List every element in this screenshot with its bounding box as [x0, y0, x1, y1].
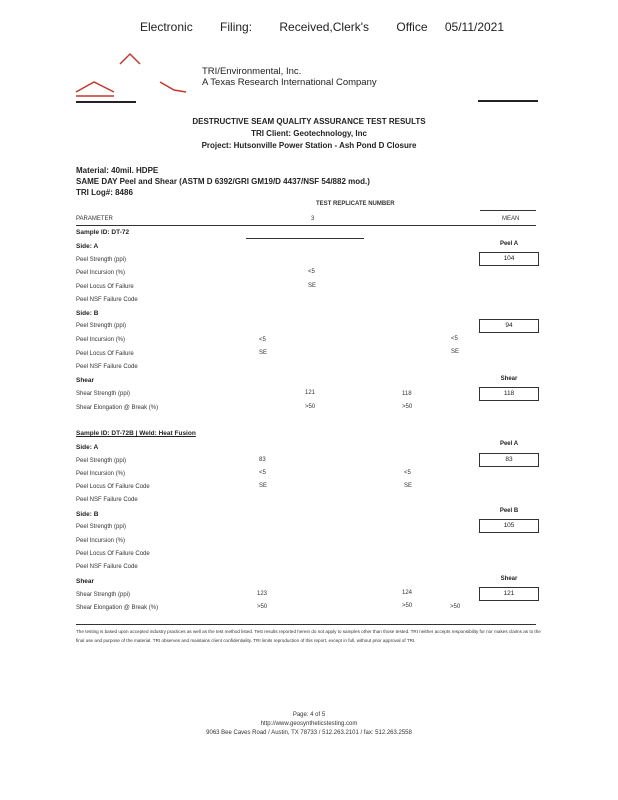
s2-shear-strength-v2: 124	[402, 590, 413, 596]
s2-peel-strength-mean: 83	[479, 453, 539, 467]
s1b-peel-incursion-label: Peel Incursion (%)	[76, 337, 126, 343]
s1-shear-strength-v2: 118	[402, 391, 412, 397]
s2-peel-nsf-label: Peel NSF Failure Code	[76, 497, 138, 503]
sample1-sideB: Side: B	[76, 310, 99, 317]
s1-peel-locus-v1: SE	[308, 283, 317, 289]
s2-peel-locus-label: Peel Locus Of Failure Code	[76, 484, 150, 490]
s2-shear-elong-v3: >50	[450, 604, 461, 610]
s1-shear-elong-v2: >50	[402, 404, 413, 410]
s1-shear-elong-label: Shear Elongation @ Break (%)	[76, 405, 159, 411]
s1-shear-strength-label: Shear Strength (ppi)	[76, 391, 131, 397]
footer-url[interactable]: http://www.geosyntheticstesting.com	[260, 721, 358, 727]
filing-stamp	[140, 20, 518, 34]
tri-logo-icon	[74, 52, 194, 107]
page-number: Page: 4 of 5	[292, 712, 326, 718]
filing-electronic: Electronic	[140, 20, 193, 34]
sample2-shear-head: Shear	[500, 576, 518, 582]
sample1-peelA-head: Peel A	[499, 241, 519, 247]
s1-peel-nsf-label: Peel NSF Failure Code	[76, 297, 138, 303]
s1b-peel-incursion-v1: <5	[259, 337, 266, 343]
s1b-peel-locus-label: Peel Locus Of Failure	[76, 351, 134, 357]
s2b-peel-incursion-label: Peel Incursion (%)	[76, 538, 126, 544]
report-client: TRI Client: Geotechnology, Inc	[251, 129, 367, 138]
mean-header: MEAN	[502, 216, 520, 222]
footer-address: 9063 Bee Caves Road / Austin, TX 78733 / 512.263.2101 / fax: 512.263.2558	[206, 730, 412, 736]
s2-peel-strength-label: Peel Strength (ppi)	[76, 458, 127, 464]
s2b-peel-locus-label: Peel Locus Of Failure Code	[76, 551, 150, 557]
sample2-sideB: Side: B	[76, 511, 99, 518]
s2-peel-strength-v1: 83	[259, 457, 266, 463]
mean-rule	[480, 210, 536, 211]
s1b-peel-locus-v1: SE	[259, 350, 268, 356]
s2-shear-strength-label: Shear Strength (ppi)	[76, 592, 131, 598]
s1b-peel-strength-label: Peel Strength (ppi)	[76, 323, 127, 329]
s1-peel-strength-mean: 104	[479, 252, 539, 266]
s1b-peel-locus-v2: SE	[451, 349, 460, 355]
s2b-peel-strength-label: Peel Strength (ppi)	[76, 524, 127, 530]
s2-peel-incursion-v1: <5	[259, 470, 266, 476]
s1b-peel-incursion-v2: <5	[451, 336, 458, 342]
sample2-shear: Shear	[76, 578, 95, 585]
replicate-header: TEST REPLICATE NUMBER	[316, 201, 395, 207]
test-method: SAME DAY Peel and Shear (ASTM D 6392/GRI GM19/D 4437/NSF 54/882 mod.)	[76, 177, 370, 186]
disclaimer: The testing is based upon accepted industry practices as well as the test method listed. Test results reported herein do not apply to samples other than those tested. TRI neither accepts responsibility for nor makes claims as to the final use and purpose of the material. TRI observes and maintains client confidentiality. TRI limits reproduction of this report, except in full, without prior approval of TRI.	[76, 629, 541, 643]
s2b-peel-nsf-label: Peel NSF Failure Code	[76, 564, 138, 570]
filing-date: 05/11/2021	[444, 20, 505, 34]
filing-label: Filing:	[220, 20, 253, 34]
s2-shear-elong-v1: >50	[257, 604, 268, 610]
s2-peel-locus-v2: SE	[404, 483, 413, 489]
header-divider	[76, 225, 536, 226]
sample2-id: Sample ID: DT-72B | Weld: Heat Fusion	[76, 430, 196, 437]
s2-shear-elong-v2: >50	[402, 603, 413, 609]
footer-divider	[76, 624, 536, 625]
s1-peel-strength-label: Peel Strength (ppi)	[76, 257, 127, 263]
filing-office: Office	[396, 20, 428, 34]
s2-peel-incursion-v2: <5	[404, 470, 411, 476]
sample1-shear-head: Shear	[500, 376, 518, 382]
company-tagline: A Texas Research International Company	[202, 77, 377, 88]
report-project: Project: Hutsonville Power Station - Ash Pond D Closure	[201, 141, 417, 150]
s1-peel-incursion-label: Peel Incursion (%)	[76, 270, 126, 276]
report-title: DESTRUCTIVE SEAM QUALITY ASSURANCE TEST RESULTS	[192, 117, 426, 126]
filing-received: Received,Clerk's	[279, 20, 370, 34]
s1-peel-incursion-v1: <5	[308, 269, 315, 275]
header-rule	[478, 100, 538, 102]
tri-log: TRI Log#: 8486	[76, 188, 133, 197]
parameter-header: PARAMETER	[76, 216, 113, 222]
s2b-peel-strength-mean: 105	[479, 519, 539, 533]
s2-peel-incursion-label: Peel Incursion (%)	[76, 471, 126, 477]
s1-shear-strength-v1: 121	[305, 390, 316, 396]
company-name: TRI/Environmental, Inc.	[202, 66, 302, 77]
sample2-peelB-head: Peel B	[499, 508, 519, 514]
sample1-sideA: Side: A	[76, 243, 99, 250]
s2-shear-elong-label: Shear Elongation @ Break (%)	[76, 605, 159, 611]
sample2-peelA-head: Peel A	[499, 441, 519, 447]
sample1-shear: Shear	[76, 377, 95, 384]
sample2-sideA: Side: A	[76, 444, 99, 451]
sample1-id: Sample ID: DT-72	[76, 229, 130, 236]
s1-shear-elong-v1: >50	[305, 404, 316, 410]
s1-peel-locus-label: Peel Locus Of Failure	[76, 284, 134, 290]
s1b-peel-nsf-label: Peel NSF Failure Code	[76, 364, 138, 370]
s2-shear-strength-v1: 123	[257, 591, 268, 597]
sample1-rule	[246, 238, 364, 239]
s1b-peel-strength-mean: 94	[479, 319, 539, 333]
report-title-block	[0, 116, 618, 152]
col-number: 3	[311, 216, 315, 222]
s1-shear-strength-mean: 118	[479, 387, 539, 401]
s2-peel-locus-v1: SE	[259, 483, 268, 489]
material: Material: 40mil. HDPE	[76, 166, 159, 175]
s2-shear-strength-mean: 121	[479, 587, 539, 601]
